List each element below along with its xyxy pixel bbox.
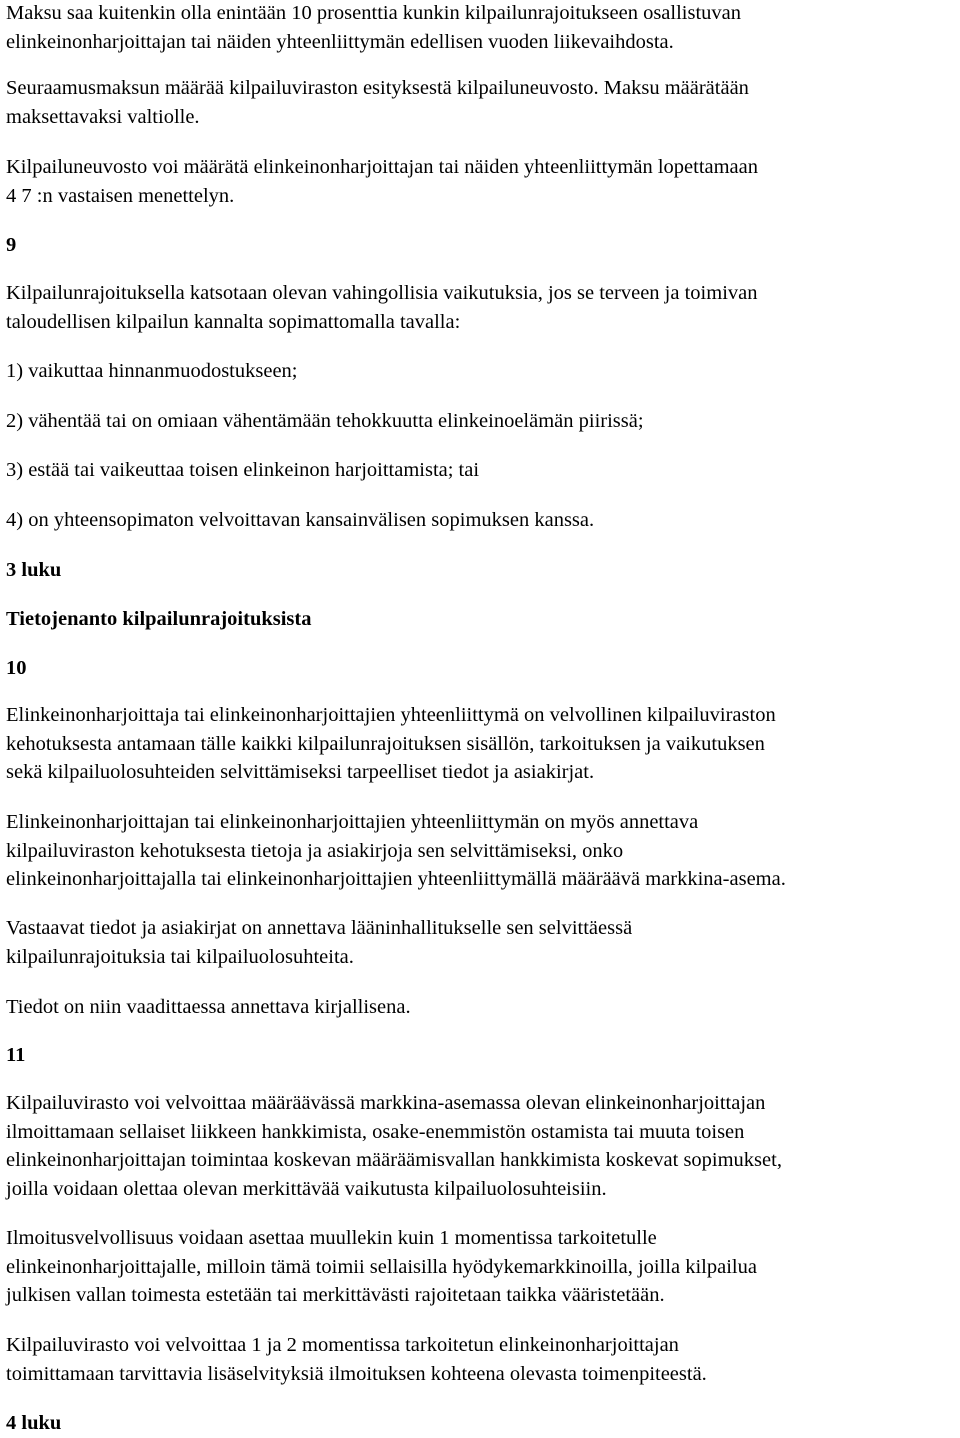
- text-line: kilpailuviraston kehotuksesta tietoja ja asiakirjoja sen selvittämiseksi, onko: [6, 839, 624, 862]
- chapter-title-text: Tietojenanto kilpailunrajoituksista: [6, 608, 312, 630]
- list-item-4: [6, 506, 956, 535]
- text-line: julkisen vallan toimesta estetään tai merkittävästi rajoitetaan taikka vääristetään.: [6, 1284, 665, 1306]
- paragraph-obligation-to-inform: [6, 701, 956, 787]
- paragraph-order-to-stop: [6, 153, 956, 210]
- paragraph-dominant-position: [6, 808, 956, 894]
- paragraph-notification-duty: [6, 1224, 956, 1310]
- text-line: Kilpailunrajoituksella katsotaan olevan vahingollisia vaikutuksia, jos se terveen ja toimivan: [6, 282, 758, 304]
- text-line: toimittamaan tarvittavia lisäselvityksiä ilmoituksen kohteena olevasta toimenpiteestä.: [6, 1362, 707, 1385]
- section-number: 9: [6, 234, 17, 256]
- paragraph-fee-cap: [6, 0, 956, 56]
- text-line: taloudellisen kilpailun kannalta sopimattomalla tavalla:: [6, 310, 461, 333]
- paragraph-written-form: [6, 993, 956, 1022]
- paragraph-additional-reports: [6, 1331, 956, 1388]
- paragraph-provincial-government: [6, 914, 956, 971]
- section-heading-10: [6, 654, 956, 683]
- paragraph-acquisition-notice: [6, 1089, 956, 1203]
- text-line: Kilpailuvirasto voi velvoittaa 1 ja 2 momentissa tarkoitetun elinkeinonharjoittajan: [6, 1334, 679, 1356]
- text-line: 4 7 :n vastaisen menettelyn.: [6, 184, 235, 207]
- text-line: elinkeinonharjoittajan toimintaa koskevan määräämisvallan hankkimista koskevat sopimukset,: [6, 1149, 782, 1171]
- section-number: 11: [6, 1044, 26, 1066]
- paragraph-harmful-effects: [6, 279, 956, 336]
- text-line: Seuraamusmaksun määrää kilpailuviraston esityksestä kilpailuneuvosto. Maksu määrätään: [6, 77, 749, 99]
- section-heading-9: [6, 231, 956, 260]
- text-line: 4) on yhteensopimaton velvoittavan kansainvälisen sopimuksen kanssa.: [6, 509, 595, 531]
- text-line: Kilpailuvirasto voi velvoittaa määräävässä markkina-asemassa olevan elinkeinonharjoittajan: [6, 1092, 766, 1114]
- text-line: elinkeinonharjoittajan tai näiden yhteenliittymän edellisen vuoden liikevaihdosta.: [6, 30, 674, 53]
- text-line: ilmoittamaan sellaiset liikkeen hankkimista, osake-enemmistön ostamista tai muuta toisen: [6, 1120, 745, 1143]
- paragraph-fee-imposition: [6, 74, 956, 131]
- text-line: Elinkeinonharjoittaja tai elinkeinonharjoittajien yhteenliittymä on velvollinen kilpailuviraston: [6, 704, 776, 726]
- list-item-3: [6, 456, 956, 485]
- chapter-label: 3 luku: [6, 559, 62, 581]
- text-line: 2) vähentää tai on omiaan vähentämään tehokkuutta elinkeinoelämän piirissä;: [6, 410, 644, 432]
- text-line: maksettavaksi valtiolle.: [6, 105, 200, 128]
- text-line: elinkeinonharjoittajalla tai elinkeinonharjoittajien yhteenliittymällä määräävä markkina-asema.: [6, 868, 786, 890]
- text-line: sekä kilpailuolosuhteiden selvittämiseksi tarpeelliset tiedot ja asiakirjat.: [6, 761, 595, 783]
- text-line: Elinkeinonharjoittajan tai elinkeinonharjoittajien yhteenliittymän on myös annettava: [6, 811, 699, 833]
- text-line: Vastaavat tiedot ja asiakirjat on annettava lääninhallitukselle sen selvittäessä: [6, 917, 633, 939]
- text-line: kilpailunrajoituksia tai kilpailuolosuhteita.: [6, 945, 354, 968]
- text-line: Ilmoitusvelvollisuus voidaan asettaa muullekin kuin 1 momentissa tarkoitetulle: [6, 1227, 657, 1249]
- list-item-2: [6, 407, 956, 436]
- text-line: elinkeinonharjoittajalle, milloin tämä toimii sellaisilla hyödykemarkkinoilla, joilla kilpailua: [6, 1255, 757, 1278]
- text-line: kehotuksesta antamaan tälle kaikki kilpailunrajoituksen sisällön, tarkoituksen ja vaikutuksen: [6, 732, 765, 755]
- section-heading-11: [6, 1041, 956, 1070]
- text-line: Maksu saa kuitenkin olla enintään 10 prosenttia kunkin kilpailunrajoitukseen osallistuvan: [6, 2, 742, 24]
- text-line: 1) vaikuttaa hinnanmuodostukseen;: [6, 360, 298, 382]
- text-line: 3) estää tai vaikeuttaa toisen elinkeinon harjoittamista; tai: [6, 459, 480, 481]
- section-number: 10: [6, 657, 27, 679]
- text-line: Kilpailuneuvosto voi määrätä elinkeinonharjoittajan tai näiden yhteenliittymän lopettamaan: [6, 156, 759, 178]
- text-line: joilla voidaan olettaa olevan merkittävää vaikutusta kilpailuolosuhteisiin.: [6, 1177, 607, 1200]
- chapter-label: 4 luku: [6, 1412, 62, 1434]
- chapter-heading-4: [6, 1409, 956, 1438]
- chapter-heading-3: [6, 556, 956, 585]
- text-line: Tiedot on niin vaadittaessa annettava kirjallisena.: [6, 996, 411, 1018]
- list-item-1: [6, 357, 956, 386]
- chapter-title: [6, 605, 956, 634]
